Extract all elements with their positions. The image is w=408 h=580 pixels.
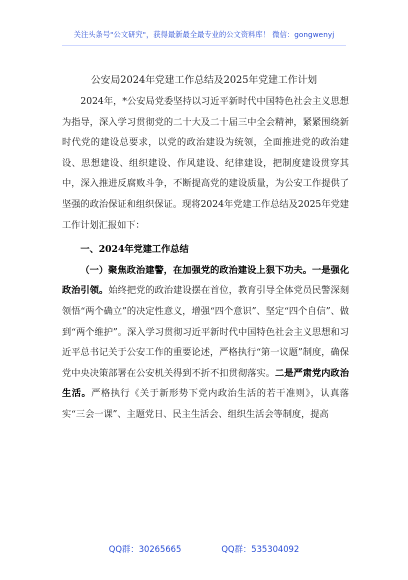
header-divider — [62, 45, 346, 46]
footer-qq-group-2: QQ群：535304092 — [221, 544, 300, 554]
item2-text: 严格执行《关于新形势下党内政治生活的若干准则》，认真落实“三会一课”、主题党日、民主生活会、组织生活会等制度，提高 — [62, 388, 349, 420]
section1-heading: 一、2024年党建工作总结 — [80, 244, 189, 256]
document-body — [62, 92, 349, 426]
footer-contacts — [0, 543, 408, 555]
item2-lead: 二是严肃党内政治生活。 — [62, 367, 350, 400]
sub1-heading: （一）聚焦政治建警，在加强党的政治建设上狠下功夫。 — [80, 264, 313, 276]
item1-lead: 一是强化政治引领。 — [62, 264, 350, 297]
subsection-paragraph — [62, 261, 349, 426]
document-title: 公安局2024年党建工作总结及2025年党建工作计划 — [90, 75, 318, 86]
header-banner: 关注头条号"公文研究"，获得最新最全最专业的公文资料库！ 微信：gongwenyj — [73, 30, 335, 39]
intro-paragraph: 2024年，*公安局党委坚持以习近平新时代中国特色社会主义思想为指导，深入学习贯彻党的二十大及二十届三中全会精神，紧紧围绕新时代党的建设总要求，以党的政治建设为统领，全面推进党的政治建设、思想建设、组织建设、作风建设、纪律建设，把制度建设贯穿其中，深入推进反腐败斗争，不断提高党的建设质量，为公安工作提供了坚强的政治保证和组织保证。现将2024年党建工作总结及2025年党建工作计划汇报如下： — [62, 96, 349, 231]
footer-qq-group-1: QQ群：30265665 — [108, 544, 182, 554]
item1-text: 始终把党的政治建设摆在首位，教育引导全体党员民警深刻领悟“两个确立”的决定性意义，增强“四个意识”、坚定“四个自信”、做到“两个维护”。深入学习贯彻习近平新时代中国特色社会主义思想和习近平总书记关于公安工作的重要论述，严格执行“第一议题”制度，确保党中央决策部署在公安机关得到不折不扣贯彻落实。 — [62, 285, 350, 379]
section-heading — [62, 240, 349, 261]
